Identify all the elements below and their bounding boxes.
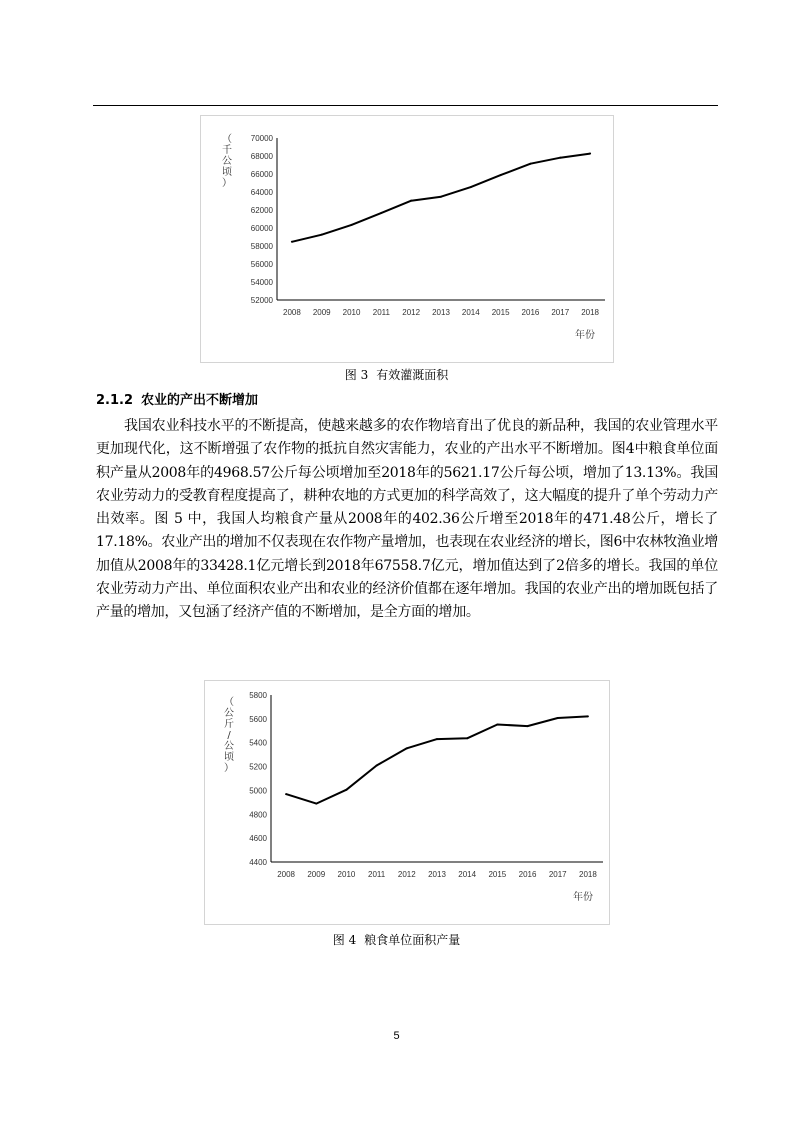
- y-axis-title: （千公顷）: [222, 134, 232, 189]
- y-tick-label: 56000: [250, 260, 273, 269]
- body-paragraph: 我国农业科技水平的不断提高，使越来越多的农作物培育出了优良的新品种，我国的农业管理水平更加现代化，这不断增强了农作物的抵抗自然灾害能力，农业的产出水平不断增加。图4中粮食单位面积产量从2008年的4968.57公斤每公顷增加至2018年的5621.17公斤每公顷，增加了13.13%。我国农业劳动力的受教育程度提高了，耕种农地的方式更加的科学高效了，这大幅度的提升了单个劳动力产出效率。图 5 中，我国人均粮食产量从2008年的402.36公斤增至2018年的471.48公斤，增长了 17.18%。农业产出的增加不仅表现在农作物产量增加，也表现在农业经济的增长，图6中农林牧渔业增加值从2008年的33428.1亿元增长到2018年67558.7亿元，增加值达到了2倍多的增长。我国的单位农业劳动力产出、单位面积农业产出和农业的经济价值都在逐年增加。我国的农业产出的增加既包括了产量的增加，又包涵了经济产值的不断增加，是全方面的增加。: [96, 418, 718, 621]
- x-tick-label: 2012: [397, 870, 416, 879]
- x-tick-label: 2013: [432, 308, 450, 317]
- figure-3-chart: [200, 115, 614, 363]
- x-tick-label: 2009: [312, 308, 331, 317]
- data-point: [527, 725, 529, 727]
- data-point: [315, 803, 317, 805]
- x-tick-label: 2010: [342, 308, 361, 317]
- figure-4-chart: [204, 680, 610, 925]
- x-tick-label: 2016: [521, 308, 540, 317]
- y-tick-label: 54000: [250, 278, 273, 287]
- data-point: [466, 737, 468, 739]
- y-tick-label: 70000: [250, 134, 273, 143]
- y-tick-label: 68000: [250, 152, 273, 161]
- x-tick-label: 2015: [488, 870, 507, 879]
- header-rule: [93, 105, 718, 106]
- data-point: [587, 715, 589, 717]
- data-point: [496, 723, 498, 725]
- data-point: [557, 717, 559, 719]
- y-tick-label: 4800: [249, 810, 267, 820]
- x-tick-label: 2008: [277, 870, 295, 879]
- figure-4-caption: [0, 931, 793, 948]
- y-tick-label: 5000: [249, 786, 267, 796]
- x-tick-label: 2008: [283, 308, 301, 317]
- y-axis-title: （公斤/公顷）: [224, 697, 234, 774]
- x-tick-label: 2011: [368, 870, 386, 879]
- x-tick-label: 2017: [551, 308, 570, 317]
- grain-yield-line-chart: [205, 681, 609, 924]
- section-heading: [96, 389, 258, 408]
- page-number: 5: [393, 1030, 400, 1042]
- y-tick-label: 52000: [250, 296, 273, 305]
- data-point: [321, 234, 323, 236]
- section-number: 2.1.2: [96, 393, 134, 408]
- data-point: [559, 157, 561, 159]
- figure-3-caption-number: 图 3: [344, 368, 369, 382]
- y-tick-label: 5800: [249, 691, 267, 700]
- y-tick-label: 58000: [250, 242, 273, 251]
- data-point: [410, 200, 412, 202]
- y-tick-label: 64000: [250, 188, 273, 197]
- y-tick-label: 60000: [250, 224, 273, 233]
- data-point: [351, 224, 353, 226]
- y-tick-label: 62000: [250, 206, 273, 215]
- figure-3-caption-text: 有效灌溉面积: [376, 368, 449, 382]
- x-axis-title: 年份: [573, 892, 593, 903]
- data-point: [345, 789, 347, 791]
- section-title: 农业的产出不断增加: [141, 393, 259, 408]
- x-tick-label: 2012: [402, 308, 421, 317]
- y-tick-label: 5200: [249, 762, 267, 772]
- x-tick-label: 2016: [518, 870, 537, 879]
- irrigated-area-line-chart: [201, 116, 613, 362]
- y-tick-label: 66000: [250, 170, 273, 179]
- figure-4-caption-number: 图 4: [332, 933, 357, 947]
- x-tick-label: 2009: [307, 870, 326, 879]
- data-point: [500, 174, 502, 176]
- y-tick-label: 5600: [249, 714, 267, 724]
- data-point: [285, 793, 287, 795]
- figure-3-caption: [0, 366, 793, 383]
- y-tick-label: 4400: [249, 858, 267, 867]
- x-tick-label: 2010: [337, 870, 356, 879]
- data-point: [589, 153, 591, 155]
- x-tick-label: 2011: [372, 308, 390, 317]
- x-tick-label: 2013: [428, 870, 446, 879]
- x-tick-label: 2015: [491, 308, 510, 317]
- data-point: [406, 747, 408, 749]
- x-tick-label: 2014: [458, 870, 477, 879]
- data-point: [529, 163, 531, 165]
- data-point: [376, 764, 378, 766]
- figure-4-caption-text: 粮食单位面积产量: [364, 933, 461, 947]
- series-line: [286, 716, 588, 803]
- x-tick-label: 2018: [581, 308, 599, 317]
- y-tick-label: 4600: [249, 834, 267, 844]
- y-tick-label: 5400: [249, 738, 267, 748]
- x-tick-label: 2014: [461, 308, 480, 317]
- x-tick-label: 2017: [548, 870, 567, 879]
- x-tick-label: 2018: [579, 870, 597, 879]
- x-axis-title: 年份: [575, 330, 595, 341]
- data-point: [436, 738, 438, 740]
- data-point: [440, 196, 442, 198]
- data-point: [470, 186, 472, 188]
- data-point: [291, 241, 293, 243]
- data-point: [380, 212, 382, 214]
